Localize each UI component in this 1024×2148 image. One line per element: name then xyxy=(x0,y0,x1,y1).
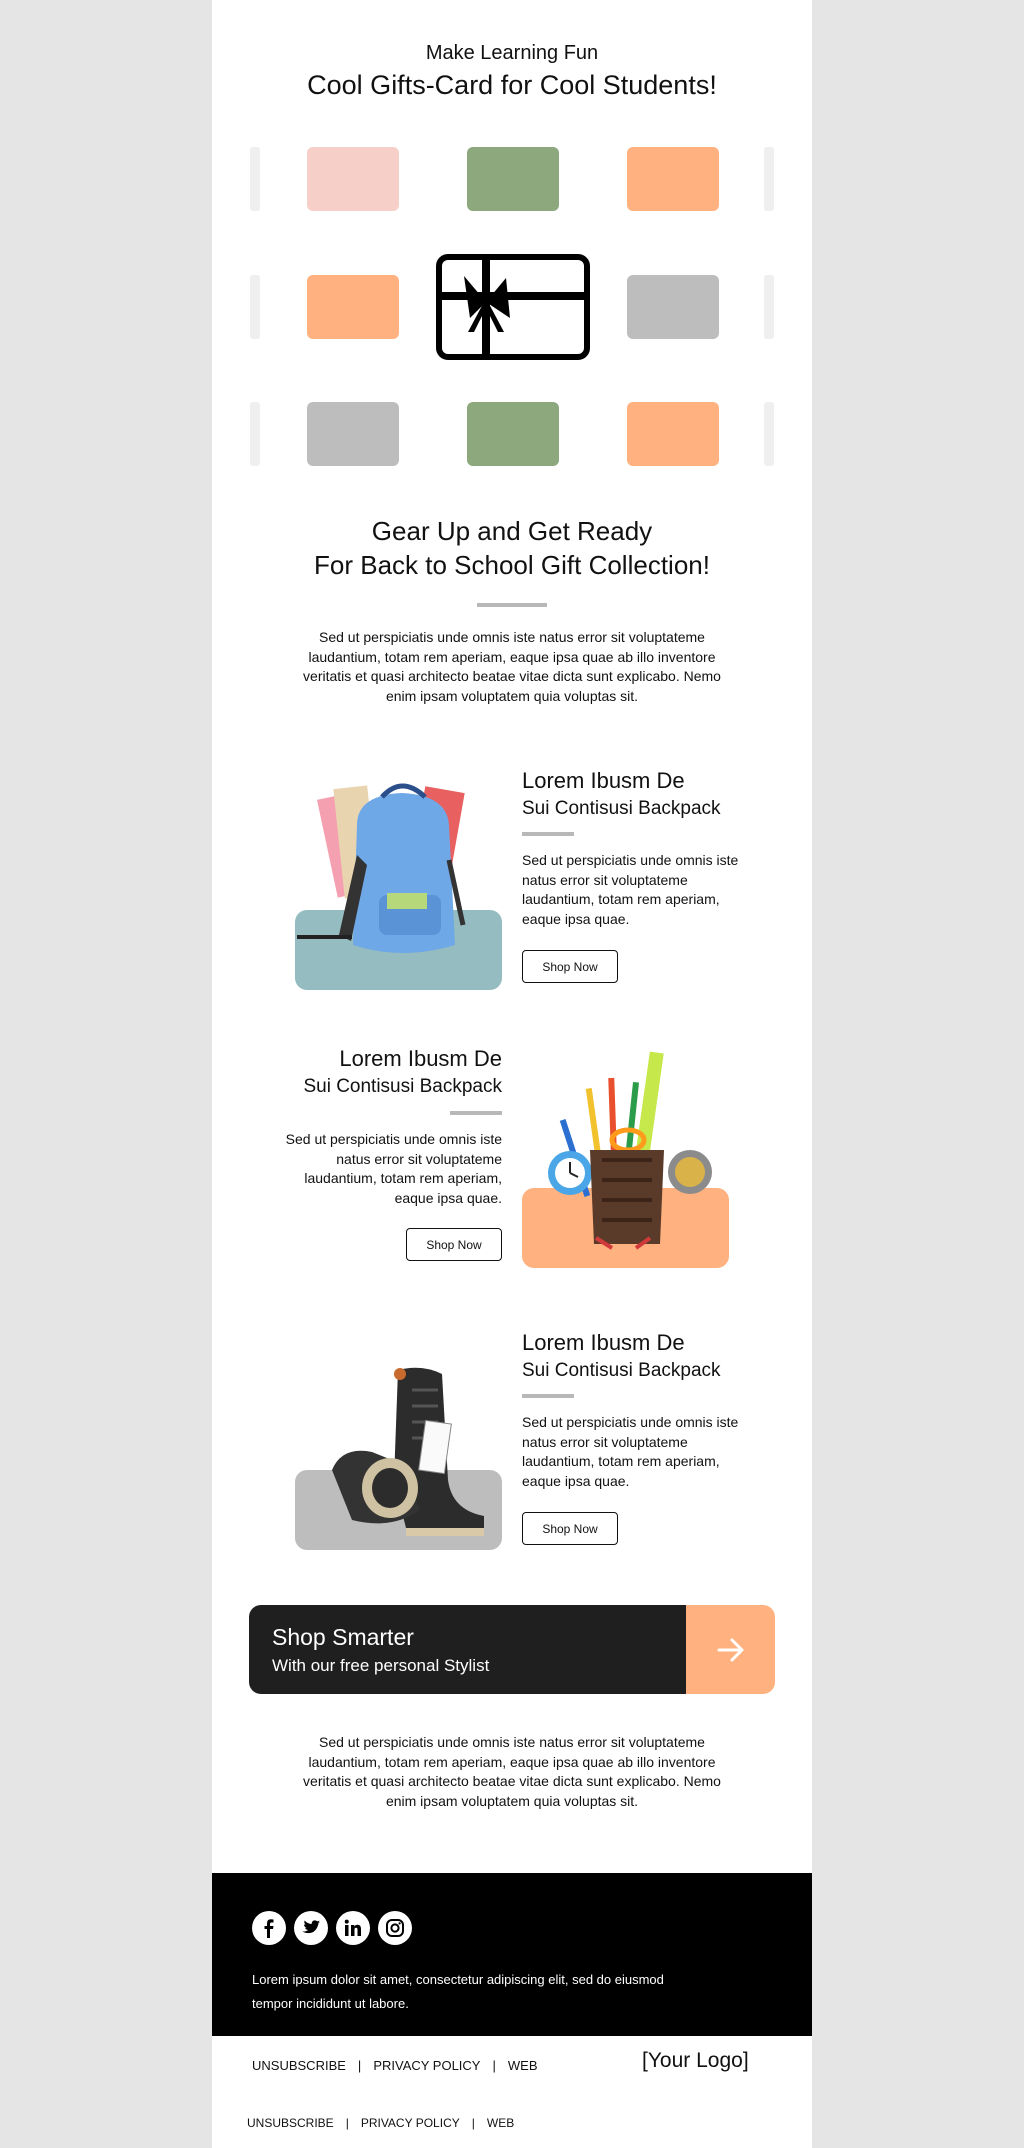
web-link[interactable]: WEB xyxy=(507,2058,538,2073)
intro-divider xyxy=(477,603,547,607)
gift-tile-green xyxy=(467,147,559,211)
product-subtitle: Sui Contisusi Backpack xyxy=(522,798,721,819)
gift-tile-orange xyxy=(307,275,399,339)
linkedin-icon[interactable] xyxy=(336,1911,370,1945)
intro-title-line-2: For Back to School Gift Collection! xyxy=(314,550,710,580)
link-separator: | xyxy=(471,2116,475,2130)
product-subtitle: Sui Contisusi Backpack xyxy=(522,1360,721,1381)
privacy-policy-link[interactable]: PRIVACY POLICY xyxy=(360,2116,460,2130)
school-supplies-image xyxy=(532,1048,732,1258)
gift-card-grid xyxy=(212,0,812,480)
product-title: Lorem Ibusm De xyxy=(522,768,685,793)
web-link[interactable]: WEB xyxy=(486,2116,515,2130)
twitter-icon[interactable] xyxy=(294,1911,328,1945)
link-separator: | xyxy=(345,2116,349,2130)
link-separator: | xyxy=(492,2058,496,2073)
outro-body: Sed ut perspiciatis unde omnis iste natus error sit voluptateme laudantium, totam rem aperiam, eaque ipsa quae ab illo inventore veritatis et quasi architecto beatae vitae dicta sunt explicabo. Nemo enim ipsam voluptatem quia voluptas sit. xyxy=(303,1734,721,1809)
email-body xyxy=(212,0,812,2148)
gift-tile-gray xyxy=(307,402,399,466)
shop-smarter-banner[interactable] xyxy=(249,1605,775,1694)
product-description: Sed ut perspiciatis unde omnis iste natus error sit voluptateme laudantium, totam rem aperiam, eaque ipsa quae. xyxy=(285,1131,502,1206)
tile-edge xyxy=(250,147,260,211)
facebook-icon[interactable] xyxy=(252,1911,286,1945)
footer-description: Lorem ipsum dolor sit amet, consectetur adipiscing elit, sed do eiusmod tempor incididunt ut labore. xyxy=(252,1972,664,2011)
tile-edge xyxy=(764,402,774,466)
gift-tile-orange xyxy=(627,402,719,466)
banner-title: Shop Smarter xyxy=(272,1624,414,1650)
product-subtitle: Sui Contisusi Backpack xyxy=(303,1076,502,1097)
tile-edge xyxy=(764,275,774,339)
unsubscribe-link[interactable]: UNSUBSCRIBE xyxy=(247,2116,334,2130)
product-divider xyxy=(522,1394,574,1398)
banner-subtitle: With our free personal Stylist xyxy=(272,1656,490,1675)
product-description: Sed ut perspiciatis unde omnis iste natus error sit voluptateme laudantium, totam rem aperiam, eaque ipsa quae. xyxy=(522,1414,739,1489)
intro-body: Sed ut perspiciatis unde omnis iste natus error sit voluptateme laudantium, totam rem aperiam, eaque ipsa quae ab illo inventore veritatis et quasi architecto beatae vitae dicta sunt explicabo. Nemo enim ipsam voluptatem quia voluptas sit. xyxy=(303,629,721,704)
footer-links xyxy=(252,2058,538,2073)
headline: Cool Gifts-Card for Cool Students! xyxy=(307,70,717,100)
product-title: Lorem Ibusm De xyxy=(339,1046,502,1071)
intro-title xyxy=(212,514,812,582)
product-divider xyxy=(522,832,574,836)
intro-title-line-1: Gear Up and Get Ready xyxy=(371,516,653,546)
logo-placeholder: [Your Logo] xyxy=(642,2049,749,2072)
sneakers-image xyxy=(302,1360,502,1540)
arrow-right-icon xyxy=(716,1635,746,1665)
gift-tile-gray xyxy=(627,275,719,339)
footer-links-secondary xyxy=(247,2116,514,2130)
tile-edge xyxy=(764,147,774,211)
banner-arrow-button[interactable] xyxy=(686,1605,775,1694)
tile-edge xyxy=(250,275,260,339)
shop-now-button[interactable]: Shop Now xyxy=(522,1512,618,1545)
product-title: Lorem Ibusm De xyxy=(522,1330,685,1355)
gift-tile-orange xyxy=(627,147,719,211)
shop-now-button[interactable]: Shop Now xyxy=(522,950,618,983)
footer xyxy=(212,1873,812,2036)
gift-tile-green xyxy=(467,402,559,466)
unsubscribe-link[interactable]: UNSUBSCRIBE xyxy=(252,2058,346,2073)
shop-now-button[interactable]: Shop Now xyxy=(406,1228,502,1261)
link-separator: | xyxy=(357,2058,362,2073)
tile-edge xyxy=(250,402,260,466)
product-divider xyxy=(450,1111,502,1115)
product-description: Sed ut perspiciatis unde omnis iste natus error sit voluptateme laudantium, totam rem aperiam, eaque ipsa quae. xyxy=(522,852,739,927)
gift-tile-pink xyxy=(307,147,399,211)
backpack-image xyxy=(287,765,517,975)
eyebrow-text: Make Learning Fun xyxy=(425,42,599,64)
banner-text-area xyxy=(249,1605,686,1694)
instagram-icon[interactable] xyxy=(378,1911,412,1945)
gift-card-icon xyxy=(436,254,590,360)
privacy-policy-link[interactable]: PRIVACY POLICY xyxy=(373,2058,481,2073)
